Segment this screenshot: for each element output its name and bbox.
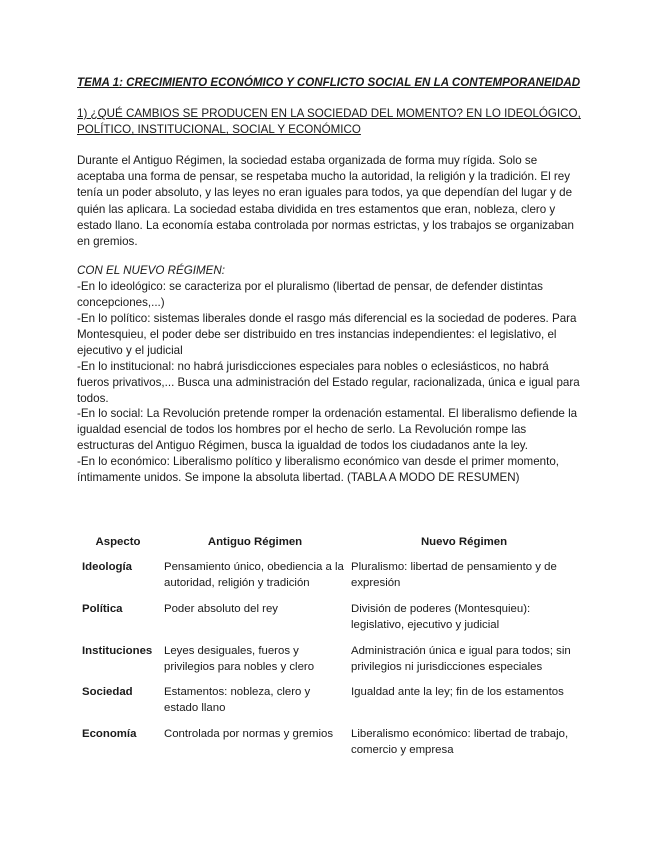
row-old-regime: Controlada por normas y gremios xyxy=(164,728,334,741)
table-row xyxy=(77,640,577,676)
row-old-regime: Pensamiento único, obediencia a la autoridad, religión y tradición xyxy=(164,561,344,589)
item-political: -En lo político: sistemas liberales donde el rasgo más diferencial es la sociedad de poderes. Para Montesquieu, el poder debe ser distribuido en tres instancias independientes: el legislativo, el ejecutivo y el judicial xyxy=(77,312,577,357)
row-new-regime: Liberalismo económico: libertad de trabajo, comercio y empresa xyxy=(351,728,569,757)
item-social: -En lo social: La Revolución pretende romper la ordenación estamental. El liberalismo defiende la igualdad esencial de todos los hombres por el hecho de serlo. La Revolución rompe las estructuras del Antiguo Régimen, busca la igualdad de todos los ciudadanos ante la ley. xyxy=(77,407,578,453)
table-row xyxy=(77,598,577,634)
header-new-regime: Nuevo Régimen xyxy=(420,536,508,548)
header-old-regime: Antiguo Régimen xyxy=(207,536,303,548)
item-ideological: -En lo ideológico: se caracteriza por el pluralismo (libertad de pensar, de defender distintas concepciones,...) xyxy=(77,280,543,310)
item-institutional: -En lo institucional: no habrá jurisdicciones especiales para nobles o eclesiásticos, no habrá fueros privativos,... Busca una administración del Estado regular, racionalizada, única e igual para todos. xyxy=(77,359,580,405)
new-regime-heading: CON EL NUEVO RÉGIMEN: xyxy=(77,264,225,278)
document-body xyxy=(77,75,582,486)
table-header-row xyxy=(77,526,577,556)
header-aspect: Aspecto xyxy=(95,536,141,548)
item-economic: -En lo económico: Liberalismo político y liberalismo económico van desde el primer momento, íntimamente unidos. Se impone la absoluta libertad. (TABLA A MODO DE RESUMEN) xyxy=(77,455,560,485)
row-aspect: Sociedad xyxy=(82,686,133,699)
document-title: TEMA 1: CRECIMIENTO ECONÓMICO Y CONFLICTO SOCIAL EN LA CONTEMPORANEIDAD xyxy=(77,76,581,89)
row-old-regime: Estamentos: nobleza, clero y estado llano xyxy=(164,686,311,715)
question-heading: 1) ¿QUÉ CAMBIOS SE PRODUCEN EN LA SOCIEDAD DEL MOMENTO? EN LO IDEOLÓGICO, POLÍTICO, INSTITUCIONAL, SOCIAL Y ECONÓMICO xyxy=(77,107,581,136)
row-new-regime: División de poderes (Montesquieu): legislativo, ejecutivo y judicial xyxy=(351,602,531,631)
table-row xyxy=(77,556,577,592)
table-row xyxy=(77,681,577,717)
row-aspect: Ideología xyxy=(82,561,132,573)
row-new-regime: Igualdad ante la ley; fin de los estamentos xyxy=(351,686,564,699)
intro-paragraph: Durante el Antiguo Régimen, la sociedad estaba organizada de forma muy rígida. Solo se aceptaba una forma de pensar, se respetaba mucho la autoridad, la religión y la tradición. El rey tenía un poder absoluto, y las leyes no eran iguales para todos, ya que dependían del lugar y de quién las aplicara. La sociedad estaba dividida en tres estamentos que eran, nobleza, clero y estado llano. La economía estaba controlada por normas estrictas, y los trabajos se organizaban en gremios. xyxy=(77,154,574,249)
row-aspect: Política xyxy=(82,602,123,615)
row-new-regime: Administración única e igual para todos; sin privilegios ni jurisdicciones especiales xyxy=(351,644,571,673)
row-old-regime: Leyes desiguales, fueros y privilegios para nobles y clero xyxy=(164,644,315,673)
row-aspect: Economía xyxy=(82,728,137,741)
row-aspect: Instituciones xyxy=(82,644,153,657)
table-row xyxy=(77,723,577,759)
summary-table xyxy=(77,526,577,765)
row-new-regime: Pluralismo: libertad de pensamiento y de expresión xyxy=(351,561,557,589)
row-old-regime: Poder absoluto del rey xyxy=(164,602,278,615)
